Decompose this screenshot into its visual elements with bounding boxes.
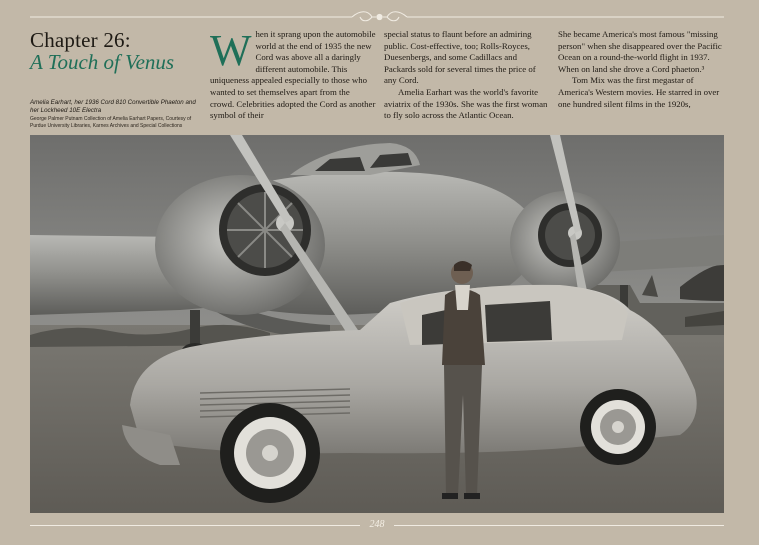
historic-photo (30, 135, 724, 513)
drop-cap: W (210, 26, 252, 75)
page-number: 248 (369, 519, 385, 530)
paragraph-1: hen it sprang upon the automobile world at the end of 1935 the new Cord was above all a daringly different automobile. This uniqueness appealed especially to those who wanted to set themselves apart from the crowd. Celebrities adopted the Cord as another symbol of their (210, 29, 376, 121)
paragraph-5: Tom Mix was the first megastar of America's Western movies. He starred in over one hundred silent films in the 1920s, (558, 75, 720, 109)
chapter-title: A Touch of Venus (30, 50, 175, 74)
top-ornament (0, 8, 759, 26)
text-column-2 (384, 29, 550, 122)
bottom-rule-left (30, 525, 360, 526)
paragraph-3: Amelia Earhart was the world's favorite aviatrix of the 1930s. She was the first woman to fly solo across the Atlantic Ocean. (384, 86, 548, 121)
photo-caption: Amelia Earhart, her 1936 Cord 810 Convertible Phaeton and her Lockheed 10E Electra (30, 99, 196, 114)
photo-credit: George Palmer Putnam Collection of Amelia Earhart Papers, Courtesy of Purdue University Libraries, Karnes Archives and Special Collections (30, 116, 192, 129)
text-column-1 (210, 26, 376, 122)
photo-illustration (30, 135, 724, 513)
text-column-3 (558, 29, 730, 110)
paragraph-2: special status to flaunt before an admiring public. Cost-effective, too; Rolls-Royces, Duesenbergs, and some Cadillacs and Packards sold for several times the price of any Cord. (384, 29, 536, 86)
bottom-rule-right (394, 525, 724, 526)
chapter-number: Chapter 26: (30, 28, 131, 52)
paragraph-4: She became America's most famous "missing person" when she disappeared over the Pacific Ocean on a round-the-world flight in 1937. When on land she drove a Cord phaeton.³ (558, 29, 722, 74)
